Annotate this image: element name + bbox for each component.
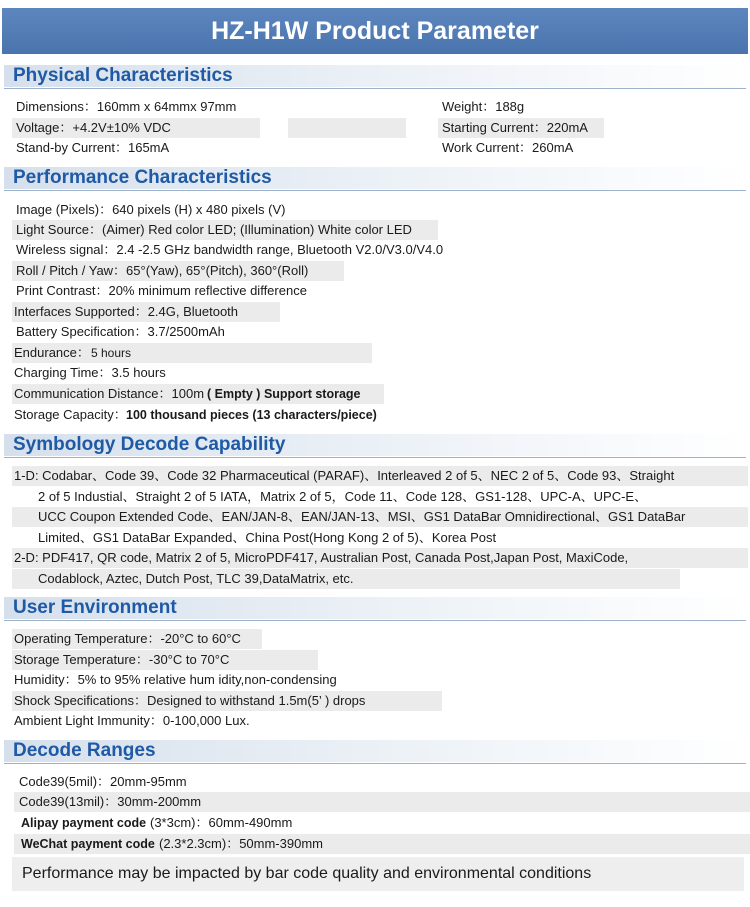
shock-spec-text: Shock Specifications：Designed to withstand 1.5m(5’ ) drops [14, 693, 366, 708]
standby-current-text: Stand-by Current：165mA [16, 140, 170, 155]
symbology-line-4 [0, 528, 750, 548]
charging-time-text: Charging Time：3.5 hours [14, 365, 166, 380]
image-pixels-text: Image (Pixels)：640 pixels (H) x 480 pixels (V) [16, 202, 286, 217]
storage-capacity-label: Storage Capacity： [14, 407, 127, 422]
symbology-2d-line-2: Codablock, Aztec, Dutch Post, TLC 39,DataMatrix, etc. [38, 571, 354, 586]
symbology-line-6 [0, 569, 750, 589]
code39-5mil-text: Code39(5mil)：20mm-95mm [19, 774, 187, 789]
operating-temp-text: Operating Temperature：-20°C to 60°C [14, 631, 241, 646]
storage-capacity-value: 100 thousand pieces (13 characters/piece) [126, 408, 377, 422]
symbology-1d-line-4: Limited、GS1 DataBar Expanded、China Post(Hong Kong 2 of 5)、Korea Post [38, 530, 497, 545]
ambient-light-text: Ambient Light Immunity：0-100,000 Lux. [14, 713, 250, 728]
decode-row-wechat [0, 834, 750, 854]
perf-row-contrast [0, 281, 750, 301]
wireless-text: Wireless signal：2.4 -2.5 GHz bandwidth range, Bluetooth V2.0/V3.0/V4.0 [16, 242, 444, 257]
footer-note: Performance may be impacted by bar code quality and environmental conditions [22, 865, 592, 882]
decode-row-code39-13 [0, 792, 750, 812]
symbology-line-5 [0, 548, 750, 568]
interfaces-text: Interfaces Supported：2.4G, Bluetooth [14, 304, 239, 319]
user-env-section-rule [4, 620, 746, 621]
endurance-label: Endurance： [14, 345, 90, 360]
perf-row-light [0, 220, 750, 240]
title-banner: HZ-H1W Product Parameter [2, 8, 748, 54]
perf-row-charging [0, 363, 750, 383]
symbology-2d-line-1: 2-D: PDF417, QR code, Matrix 2 of 5, MicroPDF417, Australian Post, Canada Post,Japan Post, MaxiCode, [14, 550, 629, 565]
decode-section-rule [4, 763, 746, 764]
physical-row-2 [0, 118, 750, 138]
perf-row-interfaces [0, 302, 750, 322]
env-row-shock [0, 691, 750, 711]
storage-temp-text: Storage Temperature：-30°C to 70°C [14, 652, 230, 667]
user-env-section-title: User Environment [13, 597, 177, 618]
env-row-humidity [0, 670, 750, 690]
endurance-value: 5 hours [91, 346, 132, 360]
symbology-line-2 [0, 487, 750, 507]
battery-text: Battery Specification：3.7/2500mAh [16, 324, 225, 339]
symbology-line-1 [0, 466, 750, 486]
weight-text: Weight：188g [442, 99, 525, 114]
perf-row-endurance [0, 343, 750, 363]
roll-pitch-yaw-text: Roll / Pitch / Yaw：65°(Yaw), 65°(Pitch), 360°(Roll) [16, 263, 309, 278]
symbology-section-rule [4, 457, 746, 458]
comm-distance-label: Communication Distance：100m [14, 386, 205, 401]
symbology-1d-line-2: 2 of 5 Industial、Straight 2 of 5 IATA，Matrix 2 of 5，Code 11、Code 128、GS1-128、UPC-A、UPC-E、 [38, 489, 648, 504]
decode-section-title: Decode Ranges [13, 740, 156, 761]
comm-distance-value: ( Empty ) Support storage [207, 387, 361, 401]
wechat-label: WeChat payment code [21, 837, 155, 851]
physical-section-rule [4, 88, 746, 89]
dimensions-text: Dimensions：160mm x 64mmx 97mm [16, 99, 237, 114]
perf-row-battery [0, 322, 750, 342]
env-row-operating [0, 629, 750, 649]
wechat-value: (2.3*2.3cm)：50mm-390mm [159, 836, 323, 851]
performance-section-rule [4, 190, 746, 191]
voltage-text: Voltage：+4.2V±10% VDC [16, 120, 171, 135]
alipay-label: Alipay payment code [21, 816, 147, 830]
physical-row-3 [0, 138, 750, 158]
decode-row-alipay [0, 813, 750, 833]
symbology-1d-line-1: 1-D: Codabar、Code 39、Code 32 Pharmaceutical (PARAF)、Interleaved 2 of 5、NEC 2 of 5、Code 93、Straight [14, 468, 675, 483]
physical-section-title: Physical Characteristics [13, 65, 233, 86]
perf-row-comm [0, 384, 750, 404]
performance-section-title: Performance Characteristics [13, 167, 272, 188]
print-contrast-text: Print Contrast：20% minimum reflective difference [16, 283, 307, 298]
alipay-value: (3*3cm)：60mm-490mm [150, 815, 293, 830]
physical-row-1 [0, 97, 750, 117]
perf-row-wireless [0, 240, 750, 260]
humidity-text: Humidity：5% to 95% relative hum idity,non-condensing [14, 672, 337, 687]
code39-13mil-text: Code39(13mil)：30mm-200mm [19, 794, 202, 809]
perf-row-storage [0, 405, 750, 425]
symbology-section-title: Symbology Decode Capability [13, 434, 286, 455]
symbology-1d-line-3: UCC Coupon Extended Code、EAN/JAN-8、EAN/JAN-13、MSI、GS1 DataBar Omnidirectional、GS1 DataBar [38, 509, 686, 524]
symbology-line-3 [0, 507, 750, 527]
light-source-text: Light Source：(Aimer) Red color LED; (Illumination) White color LED [16, 222, 412, 237]
starting-current-text: Starting Current：220mA [442, 120, 588, 135]
perf-row-image [0, 200, 750, 220]
env-row-ambient [0, 711, 750, 731]
env-row-storage [0, 650, 750, 670]
perf-row-roll [0, 261, 750, 281]
work-current-text: Work Current：260mA [442, 140, 574, 155]
decode-row-code39-5 [0, 772, 750, 792]
